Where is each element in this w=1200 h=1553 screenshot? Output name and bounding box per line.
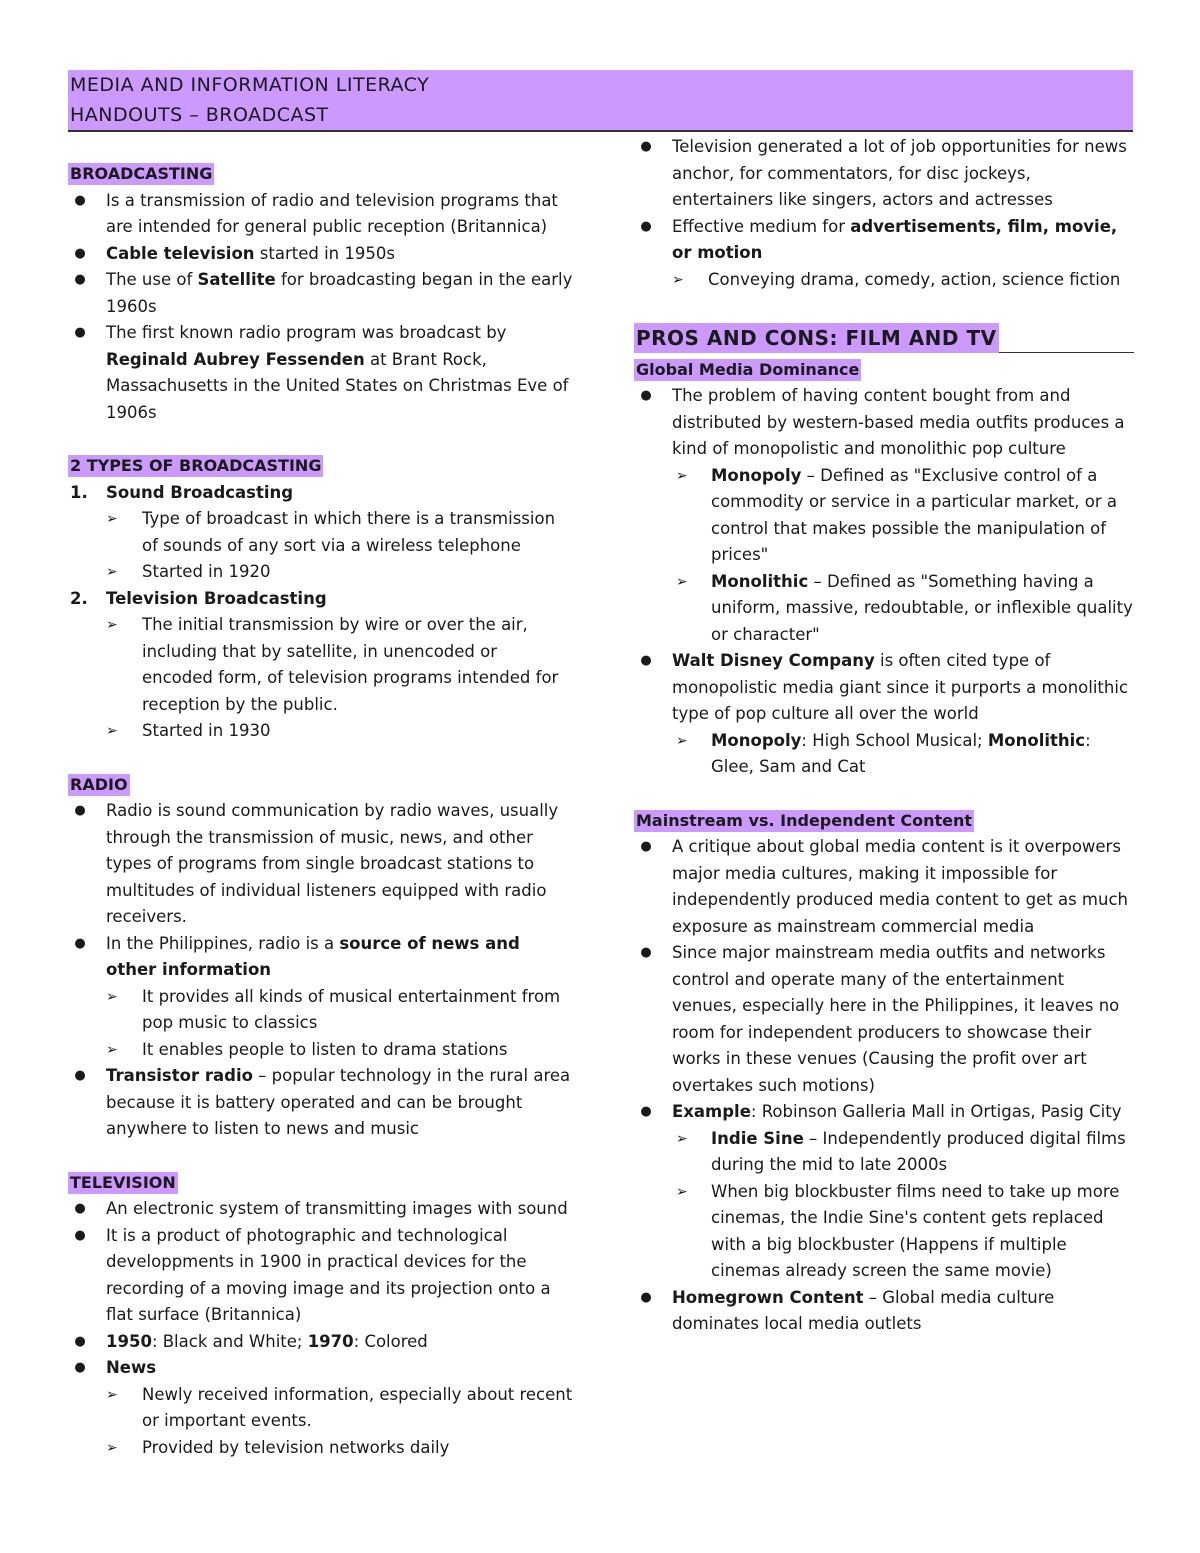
arrow-icon: ➢ xyxy=(106,1386,118,1403)
list-item: ● Radio is sound communication by radio waves, usually through the transmission of music, news, and other types of programs from single broadcast stations to multitudes of individual listeners equipped with radio receivers. xyxy=(68,798,573,931)
list-item: ● Cable television started in 1950s xyxy=(68,241,573,268)
bullet-icon: ● xyxy=(74,1227,86,1243)
left-column xyxy=(68,161,573,1461)
list-item: ● In the Philippines, radio is a source of news and other information xyxy=(68,931,573,984)
sub-item: ➢ Newly received information, especially about recent or important events. xyxy=(68,1382,573,1435)
bullet-icon: ● xyxy=(640,139,652,154)
sub-item: ➢ Monopoly: High School Musical; Monolithic: Glee, Sam and Cat xyxy=(634,728,1134,781)
arrow-icon: ➢ xyxy=(106,511,118,527)
bullet-icon: ● xyxy=(74,192,86,208)
bullet-icon: ● xyxy=(640,218,652,234)
list-item: ● The first known radio program was broadcast by Reginald Aubrey Fessenden at Brant Rock, Massachusetts in the United States on Christmas Eve of 1906s xyxy=(68,320,573,426)
bullet-icon: ● xyxy=(74,1333,86,1349)
list-item: ● A critique about global media content is it overpowers major media cultures, making it impossible for independently produced media content to get as much exposure as mainstream commercial media xyxy=(634,834,1134,940)
list-item: ● Homegrown Content – Global media culture dominates local media outlets xyxy=(634,1285,1134,1338)
section-heading-pros-cons: PROS AND CONS: FILM AND TV xyxy=(634,323,999,353)
arrow-icon: ➢ xyxy=(676,467,688,484)
list-item: ● Example: Robinson Galleria Mall in Ortigas, Pasig City xyxy=(634,1099,1134,1126)
bullet-icon: ● xyxy=(640,1289,652,1305)
sub-item: ➢ Started in 1930 xyxy=(68,718,573,745)
section-heading-broadcasting: BROADCASTING xyxy=(70,164,213,183)
sub-item: ➢ Provided by television networks daily xyxy=(68,1435,573,1462)
list-item: ● An electronic system of transmitting images with sound xyxy=(68,1196,573,1223)
bullet-icon: ● xyxy=(74,1068,86,1083)
bullet-icon: ● xyxy=(74,935,86,951)
list-item: ● Is a transmission of radio and television programs that are intended for general public reception (Britannica) xyxy=(68,188,573,241)
sub-item: ➢ Indie Sine – Independently produced digital films during the mid to late 2000s xyxy=(634,1126,1134,1179)
arrow-icon: ➢ xyxy=(106,617,118,633)
title-banner xyxy=(68,70,1133,132)
bullet-icon: ● xyxy=(74,325,86,340)
arrow-icon: ➢ xyxy=(676,573,688,590)
right-column xyxy=(634,134,1134,1338)
bullet-icon: ● xyxy=(640,653,652,668)
sub-item: ➢ Conveying drama, comedy, action, science fiction xyxy=(634,267,1134,294)
arrow-icon: ➢ xyxy=(676,732,688,749)
list-item: ● Since major mainstream media outfits and networks control and operate many of the entertainment venues, especially here in the Philippines, it leaves no room for independent producers to showcase their works in these venues (Causing the profit over art overtakes such motions) xyxy=(634,940,1134,1099)
arrow-icon: ➢ xyxy=(106,1041,118,1058)
list-item: ● The use of Satellite for broadcasting began in the early 1960s xyxy=(68,267,573,320)
sub-item: ➢ The initial transmission by wire or over the air, including that by satellite, in unencoded or encoded form, of television programs intended for reception by the public. xyxy=(68,612,573,718)
bullet-icon: ● xyxy=(74,803,86,818)
section-heading-types: 2 TYPES OF BROADCASTING xyxy=(70,456,322,475)
list-item: ● News xyxy=(68,1355,573,1382)
sub-item: ➢ Monolithic – Defined as "Something having a uniform, massive, redoubtable, or inflexible quality or character" xyxy=(634,569,1134,649)
list-item: ● Walt Disney Company is often cited type of monopolistic media giant since it purports a monolithic type of pop culture all over the world xyxy=(634,648,1134,728)
list-item: ● Television generated a lot of job opportunities for news anchor, for commentators, for disc jockeys, entertainers like singers, actors and actresses xyxy=(634,134,1134,214)
bullet-icon: ● xyxy=(640,839,652,854)
arrow-icon: ➢ xyxy=(106,723,118,739)
bullet-icon: ● xyxy=(640,388,652,403)
bullet-icon: ● xyxy=(74,272,86,287)
sub-item: ➢ When big blockbuster films need to take up more cinemas, the Indie Sine's content gets replaced with a big blockbuster (Happens if multiple cinemas already screen the same movie) xyxy=(634,1179,1134,1285)
bullet-icon: ● xyxy=(640,945,652,960)
numbered-item: 2. Television Broadcasting xyxy=(70,588,327,608)
sub-item: ➢ It enables people to listen to drama stations xyxy=(68,1037,573,1064)
numbered-item: 1. Sound Broadcasting xyxy=(70,482,294,502)
list-item: ● Effective medium for advertisements, film, movie, or motion xyxy=(634,214,1134,267)
bullet-icon: ● xyxy=(74,1201,86,1216)
arrow-icon: ➢ xyxy=(672,271,684,288)
list-item: ● Transistor radio – popular technology in the rural area because it is battery operated and can be brought anywhere to listen to news and music xyxy=(68,1063,573,1143)
sub-item: ➢ Type of broadcast in which there is a transmission of sounds of any sort via a wireless telephone xyxy=(68,506,573,559)
subheading-global-media: Global Media Dominance xyxy=(636,359,860,379)
bullet-icon: ● xyxy=(74,245,86,261)
list-item: ● It is a product of photographic and technological developpments in 1900 in practical devices for the recording of a moving image and its projection onto a flat surface (Britannica) xyxy=(68,1223,573,1329)
title-line-1: MEDIA AND INFORMATION LITERACY xyxy=(70,74,430,96)
section-heading-radio: RADIO xyxy=(70,774,128,794)
bullet-icon: ● xyxy=(74,1360,86,1375)
sub-item: ➢ Monopoly – Defined as "Exclusive control of a commodity or service in a particular market, or a control that makes possible the manipulation of prices" xyxy=(634,463,1134,569)
arrow-icon: ➢ xyxy=(106,988,118,1005)
arrow-icon: ➢ xyxy=(106,1439,118,1456)
arrow-icon: ➢ xyxy=(676,1183,688,1200)
section-heading-television: TELEVISION xyxy=(70,1172,176,1192)
arrow-icon: ➢ xyxy=(106,564,118,580)
list-item: ● The problem of having content bought from and distributed by western-based media outfits produces a kind of monopolistic and monolithic pop culture xyxy=(634,383,1134,463)
subheading-mainstream: Mainstream vs. Independent Content xyxy=(636,810,973,830)
bullet-icon: ● xyxy=(640,1104,652,1119)
list-item: ● 1950: Black and White; 1970: Colored xyxy=(68,1329,573,1356)
arrow-icon: ➢ xyxy=(676,1130,688,1147)
title-line-2: HANDOUTS – BROADCAST xyxy=(70,104,329,126)
sub-item: ➢ Started in 1920 xyxy=(68,559,573,586)
sub-item: ➢ It provides all kinds of musical entertainment from pop music to classics xyxy=(68,984,573,1037)
